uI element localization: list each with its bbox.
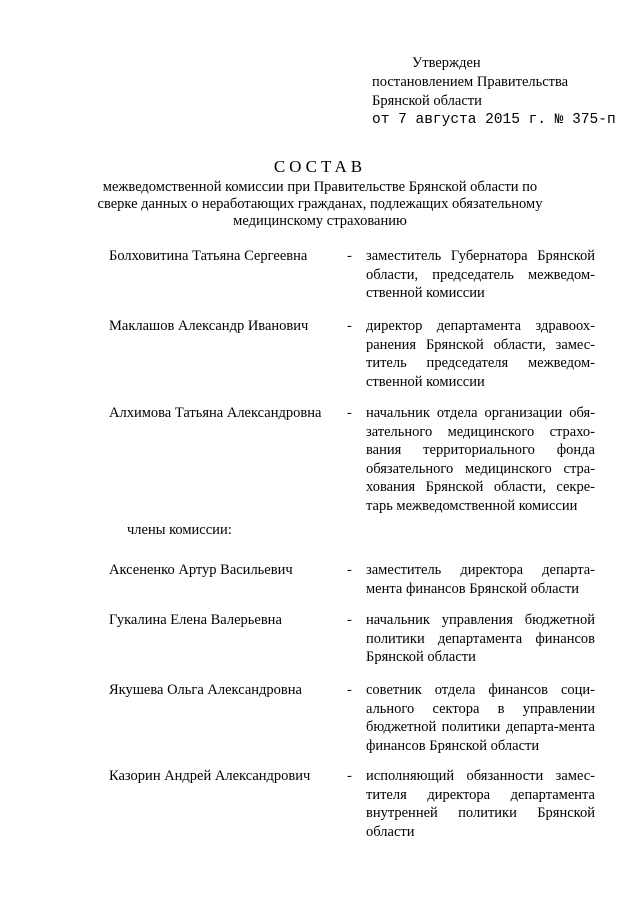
member-dash: - [347, 612, 352, 628]
approval-stamp [372, 54, 616, 130]
member-dash: - [347, 682, 352, 698]
member-name: Аксененко Артур Васильевич [109, 562, 293, 578]
member-name: Маклашов Александр Иванович [109, 318, 309, 334]
member-dash: - [347, 248, 352, 264]
approval-line-approved: Утвержден [412, 55, 481, 71]
title-subtitle: межведомственной комиссии при Правительстве Брянской области по сверке данных о неработающих гражданах, подлежащих обязательному медицинскому страхованию [97, 179, 543, 229]
member-dash: - [347, 318, 352, 334]
member-name: Гукалина Елена Валерьевна [109, 612, 282, 628]
member-role: советник отдела финансов соци-ального сектора в управлении бюджетной политики департа-мента финансов Брянской области [366, 682, 595, 754]
member-role: заместитель Губернатора Брянской области, председатель межведом-ственной комиссии [366, 248, 595, 301]
member-name: Алхимова Татьяна Александровна [109, 405, 322, 421]
member-name: Казорин Андрей Александрович [109, 768, 311, 784]
member-dash: - [347, 405, 352, 421]
approval-line-region: Брянской области [372, 93, 482, 109]
member-dash: - [347, 562, 352, 578]
member-role: директор департамента здравоох-ранения Брянской области, замес-титель председателя межведом-ственной комиссии [366, 318, 595, 390]
member-role: исполняющий обязанности замес-тителя директора департамента внутренней политики Брянской области [366, 768, 595, 840]
approval-line-resolution: постановлением Правительства [372, 74, 569, 90]
member-name: Якушева Ольга Александровна [109, 682, 302, 698]
document-title [90, 158, 550, 230]
member-role: начальник отдела организации обя-зательного медицинского страхо-вания территориального фонда обязательного медицинского стра-хования Брянской области, секре-тарь межведомственной комиссии [366, 405, 595, 514]
members-label: члены комиссии: [127, 522, 232, 538]
title-heading: СОСТАВ [273, 157, 367, 176]
member-dash: - [347, 768, 352, 784]
member-name: Болховитина Татьяна Сергеевна [109, 248, 308, 264]
approval-line-date-number: от 7 августа 2015 г. № 375-п [372, 112, 616, 128]
member-role: начальник управления бюджетной политики департамента финансов Брянской области [366, 612, 595, 665]
member-role: заместитель директора департа-мента финансов Брянской области [366, 562, 595, 597]
